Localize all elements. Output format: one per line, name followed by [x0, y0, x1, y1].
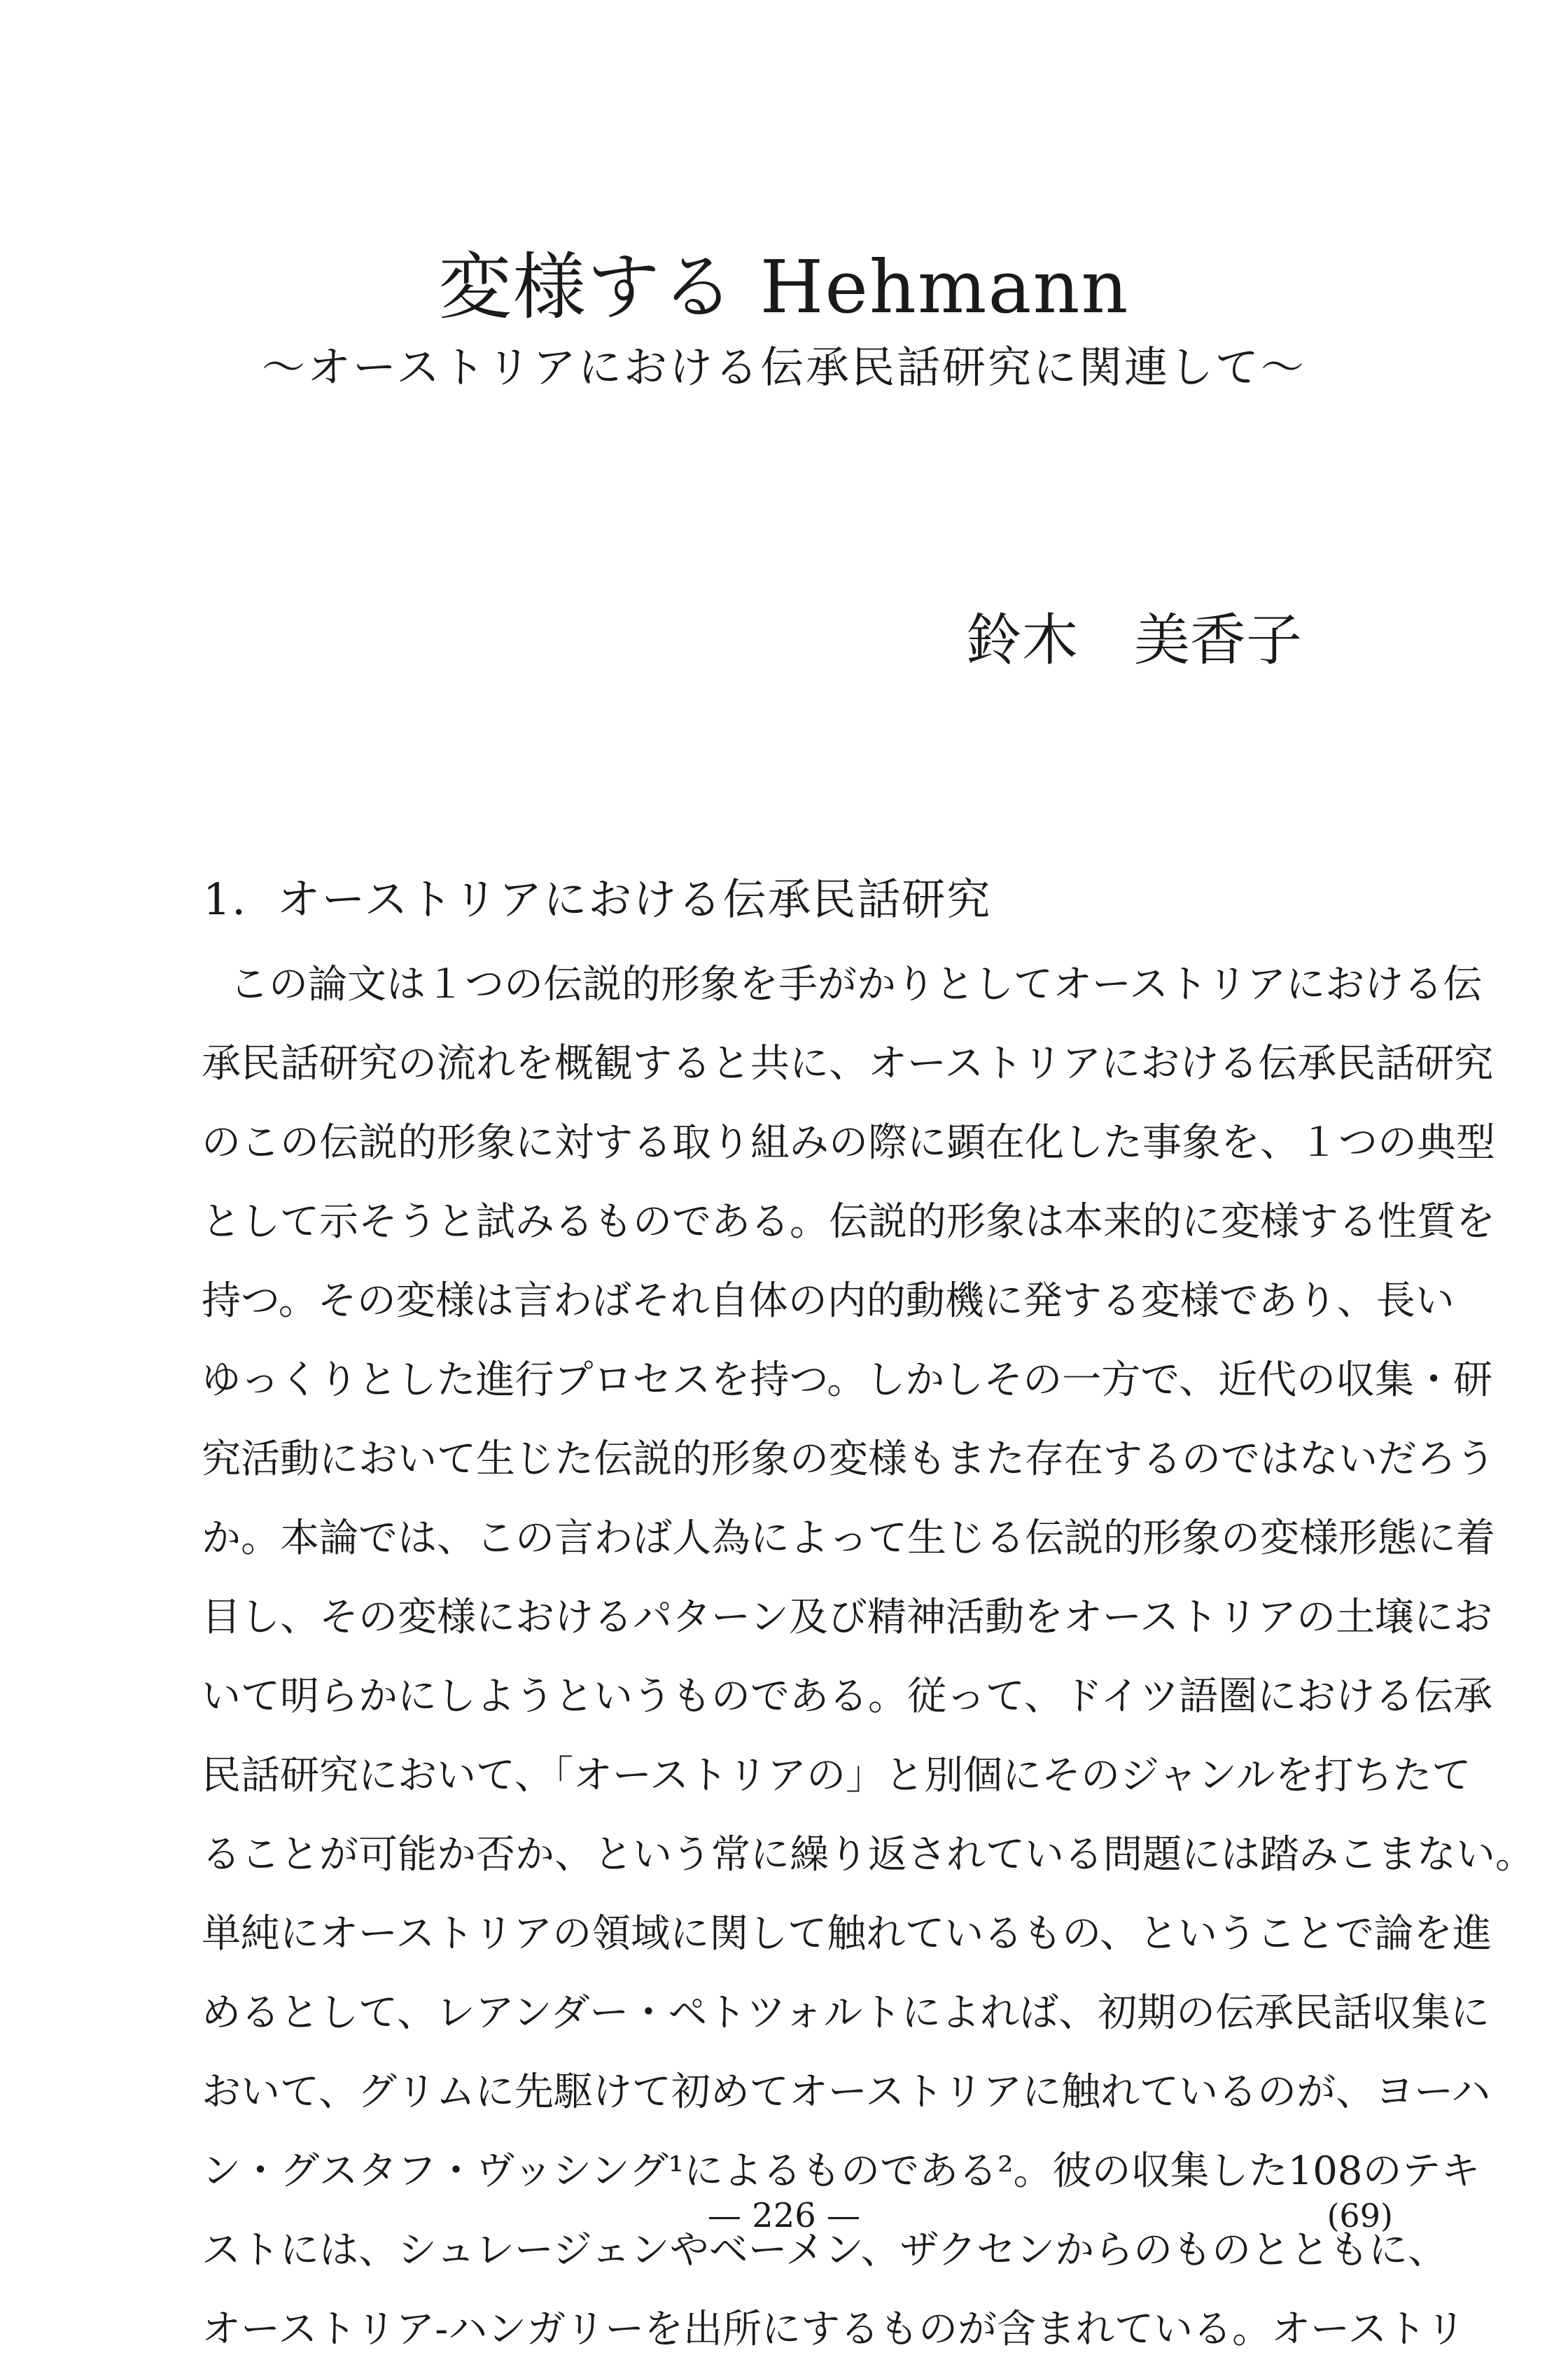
- body-line: 単純にオーストリアの領域に関して触れているもの、ということで論を進: [202, 1911, 1492, 1957]
- page-number: — 226 —: [707, 2196, 861, 2235]
- body-line: か。本論では、この言わば人為によって生じる伝説的形象の変様形態に着: [202, 1516, 1495, 1561]
- body-line: 究活動において生じた伝説的形象の変様もまた存在するのではないだろう: [202, 1437, 1495, 1482]
- body-line: ストには、シュレージェンやベーメン、ザクセンからのものとともに、: [202, 2228, 1448, 2273]
- body-line: おいて、グリムに先駆けて初めてオーストリアに触れているのが、ヨーハ: [202, 2069, 1491, 2115]
- body-line: 目し、その変様におけるパターン及び精神活動をオーストリアの土壌にお: [202, 1595, 1493, 1640]
- body-line: 持つ。その変様は言わばそれ自体の内的動機に発する変様であり、長い: [202, 1278, 1455, 1324]
- body-line: ン・グスタフ・ヴッシング¹によるものである²。彼の収集した108のテキ: [202, 2148, 1480, 2194]
- body-line: めるとして、レアンダー・ペトツォルトによれば、初期の伝承民話収集に: [202, 1990, 1490, 2036]
- paper-title: 変様する Hehmann: [438, 244, 1130, 330]
- body-line: いて明らかにしようというものである。従って、ドイツ語圏における伝承: [202, 1674, 1493, 1719]
- paper-subtitle: 〜オーストリアにおける伝承民話研究に関連して〜: [262, 342, 1306, 393]
- body-line: として示そうと試みるものである。伝説的形象は本来的に変様する性質を: [202, 1199, 1495, 1245]
- body-line: ることが可能か否か、という常に繰り返されている問題には踏みこまない。: [202, 1832, 1534, 1878]
- body-line: 民話研究において、「オーストリアの」と別個にそのジャンルを打ちたて: [202, 1753, 1471, 1798]
- section-heading: 1．オーストリアにおける伝承民話研究: [203, 874, 992, 925]
- body-text: [202, 945, 1534, 2369]
- body-line: オーストリア-ハンガリーを出所にするものが含まれている。オーストリ: [202, 2307, 1466, 2352]
- sub-page-number: (69): [1326, 2197, 1393, 2235]
- author-name: 鈴木 美香子: [966, 608, 1302, 673]
- body-line: のこの伝説的形象に対する取り組みの際に顕在化した事象を、１つの典型: [202, 1120, 1495, 1166]
- body-line: ゆっくりとした進行プロセスを持つ。しかしその一方で、近代の収集・研: [202, 1357, 1493, 1403]
- body-line: この論文は１つの伝説的形象を手がかりとしてオーストリアにおける伝: [230, 962, 1483, 1007]
- body-line: 承民話研究の流れを概観すると共に、オーストリアにおける伝承民話研究: [202, 1041, 1494, 1086]
